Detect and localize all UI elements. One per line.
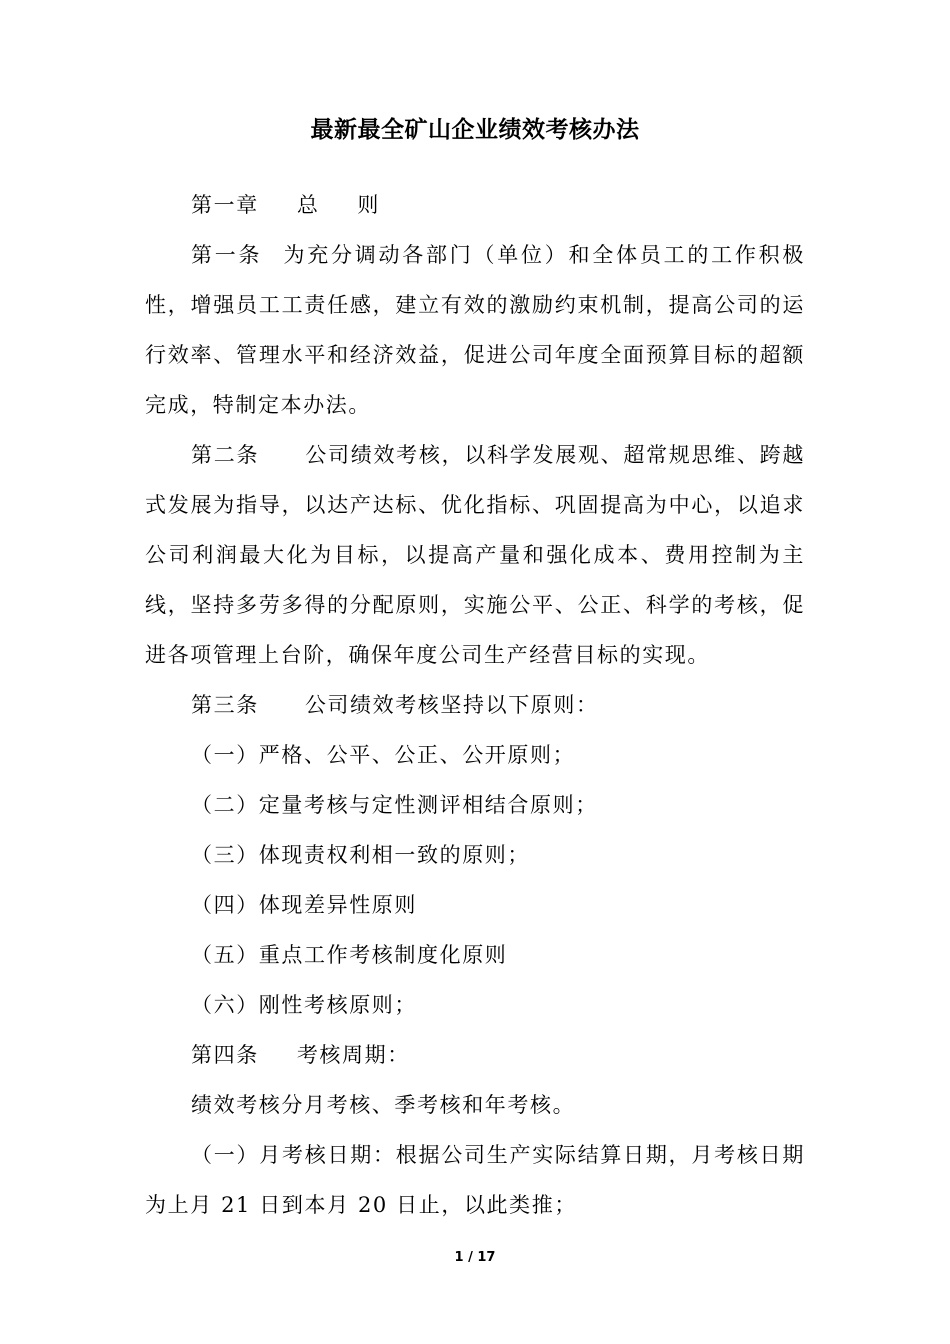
- article-4-label: 第四条: [191, 1043, 259, 1067]
- article-2: [145, 430, 805, 680]
- principle-item: （四）体现差异性原则: [191, 893, 417, 917]
- document-title: 最新最全矿山企业绩效考核办法: [310, 117, 640, 143]
- article-4-text: 考核周期：: [296, 1043, 410, 1067]
- principle-item: （六）刚性考核原则；: [191, 993, 417, 1017]
- chapter-heading: [145, 180, 805, 230]
- article-2-label: 第二条: [191, 443, 260, 467]
- monthly-cycle: （一）月考核日期：根据公司生产实际结算日期，月考核日期为上月 21 日到本月 20 日止，以此类推；: [145, 1143, 805, 1217]
- cycle-intro: 绩效考核分月考核、季考核和年考核。: [191, 1093, 576, 1117]
- article-3-label: 第三条: [191, 693, 259, 717]
- chapter-label: 第一章: [191, 193, 259, 217]
- document-body: [145, 180, 805, 1230]
- article-1-label: 第一条: [191, 243, 263, 267]
- chapter-word-2: 则: [357, 193, 381, 217]
- article-3-text: 公司绩效考核坚持以下原则：: [304, 693, 599, 717]
- principle-item: （一）严格、公平、公正、公开原则；: [191, 743, 576, 767]
- article-1-text: 为充分调动各部门（单位）和全体员工的工作积极性，增强员工工责任感，建立有效的激励约束机制，提高公司的运行效率、管理水平和经济效益，促进公司年度全面预算目标的超额完成，特制定本办法。: [145, 243, 805, 417]
- article-4: [145, 1030, 805, 1080]
- article-1: [145, 230, 805, 430]
- chapter-word-1: 总: [296, 193, 320, 217]
- page-indicator: 1 / 17: [454, 1250, 496, 1265]
- article-3: [145, 680, 805, 730]
- article-2-text: 公司绩效考核，以科学发展观、超常规思维、跨越式发展为指导，以达产达标、优化指标、巩固提高为中心，以追求公司利润最大化为目标，以提高产量和强化成本、费用控制为主线，坚持多劳多得的分配原则，实施公平、公正、科学的考核，促进各项管理上台阶，确保年度公司生产经营目标的实现。: [145, 443, 805, 667]
- principle-item: （二）定量考核与定性测评相结合原则；: [191, 793, 598, 817]
- principle-item: （五）重点工作考核制度化原则: [191, 943, 508, 967]
- principle-item: （三）体现责权利相一致的原则；: [191, 843, 530, 867]
